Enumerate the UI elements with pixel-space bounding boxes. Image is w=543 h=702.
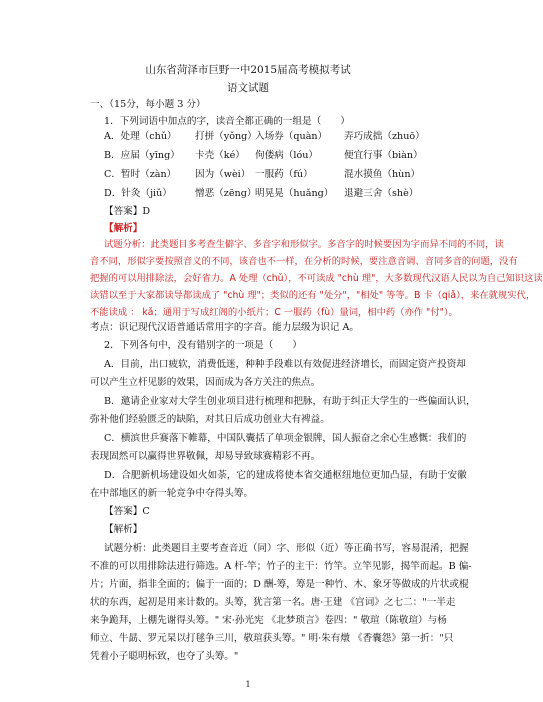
option-b-line: 弥补他们经验匮乏的缺陷，对其日后成功创业大有裨益。 [90, 414, 330, 425]
section-heading: 一、（15分，每小题 3 分） [90, 99, 206, 110]
analysis-line: 师立、牛勗、罗元杲以打毬争三川，敬瑄获头筹。" 明·朱有燉 《香囊怨》第一折："只 [90, 633, 454, 644]
option-b-1: B．应届（yīng） [104, 150, 180, 161]
option-a-line: A．目前，出口疲软，消费低迷，种种手段难以有效促进经济增长，而固定资产投资却 [104, 359, 466, 370]
option-a-line: 可以产生立杆见影的效果，因而成为各方关注的焦点。 [90, 377, 321, 388]
question-1-analysis-tag: 【解析】 [104, 223, 143, 234]
question-2-stem: 2．下列各句中，没有错别字的一项是（ ） [104, 340, 302, 351]
analysis-line: 片；片面，指非全面的；偏于一面的；D 酬-筹，筹是一种竹、木、象牙等做成的片状或棍 [90, 579, 469, 590]
option-a-3: 入场券（quàn） [255, 131, 328, 142]
analysis-line: 不准的可以用排除法进行筛选。A 杆-竿；竹子的主干：竹竿。立竿见影，揭竿而起。B 偏- [90, 561, 472, 572]
analysis-line: 来争跪拜，上棚先谢得头筹。" 宋·孙光宪 《北梦琐言》卷四：" 敬瑄（陈敬瑄）与杨 [90, 615, 447, 626]
option-b-4: 便宜行事（biàn） [344, 150, 423, 161]
option-c-4: 混水摸鱼（hùn） [344, 169, 421, 180]
analysis-line: 状的东西，起初是用来计数的。头筹，犹言第一名。唐·王建 《宫词》之七二："一半走 [90, 597, 456, 608]
question-1-answer: 【答案】D [104, 206, 151, 217]
exam-subtitle: 语文试题 [227, 82, 269, 94]
analysis-line: 音不同，形似字要按照音义的不同，该音也不一样，在分析的时候，要注意音调、音同多音的问题，没有 [90, 256, 518, 267]
analysis-line: 不能读成 ： kǎ；通用于写成红阁的小纸片；C 一服药（fù）量词，相中药（亦作 "付"）。 [90, 307, 458, 318]
question-2-answer: 【答案】C [104, 506, 150, 517]
option-c-1: C．暂时（zàn） [104, 169, 177, 180]
analysis-line: 把握的可以用排除法，会好省力。A 处理（chǔ），不可读成 "chù 理"，大多数现代汉语人民以为自己知识这读 [90, 273, 543, 284]
option-c-line: 表现固然可以赢得世界敬佩，却易导致球赛精彩不再。 [90, 451, 321, 462]
option-d-1: D．针灸（jiǔ） [104, 188, 172, 199]
question-2-analysis-tag: 【解析】 [104, 524, 143, 535]
analysis-line: 凭着小子聪明标致，也夺了头筹。" [90, 651, 239, 662]
option-c-2: 因为（wèi） [195, 169, 251, 180]
analysis-line: 读错以至于大家都读导都读成了 "chù 理"；类似的还有 "处分"，"相处" 等等。B 卡（qiǎ），来在就规实代， [90, 290, 536, 301]
option-a-2: 打拼（yǒng） [195, 131, 257, 142]
option-d-3: 明晃晃（huǎng） [255, 188, 334, 199]
option-b-line: B．邀请企业家对大学生创业项目进行梳理和把脉，有助于纠正大学生的一些偏面认识， [104, 396, 476, 407]
option-d-line: D．合肥新机场建设如火如荼，它的建成将使本省交通枢纽地位更加凸显，有助于安徽 [104, 470, 467, 481]
option-b-2: 卡壳（ké） [195, 150, 245, 161]
option-d-line: 在中部地区的新一轮竞争中夺得头筹。 [90, 488, 254, 499]
analysis-line: 试题分析：此类题目多考查生僻字、多音字和形似字。多音字的时候要因为字而异不同的不同，读 [104, 239, 504, 250]
option-b-3: 佝偻病（lóu） [255, 150, 318, 161]
option-d-2: 憎恶（zēng） [195, 188, 257, 199]
option-d-4: 退避三舍（shè） [344, 188, 419, 199]
option-a-4: 弄巧成拙（zhuō） [344, 131, 425, 142]
question-1-point: 考点：识记现代汉语普通话常用字的字音。能力层级为识记 A。 [90, 322, 360, 333]
analysis-line: 试题分析：此类题目主要考查音近（同）字、形似（近）等正确书写，容易混淆，把握 [104, 543, 469, 554]
option-a-1: A．处理（chǔ） [104, 131, 177, 142]
option-c-3: 一服药（fú） [255, 169, 313, 180]
page-number: 1 [245, 680, 251, 689]
question-1-stem: 1．下列词语中加点的字，读音全都正确的一组是（ ） [104, 116, 350, 127]
exam-title: 山东省菏泽市巨野一中2015届高考模拟考试 [145, 64, 351, 76]
option-c-line: C．横滨世乒赛落下帷幕，中国队囊括了单项金银牌，国人振奋之余心生感慨：我们的 [104, 433, 467, 444]
